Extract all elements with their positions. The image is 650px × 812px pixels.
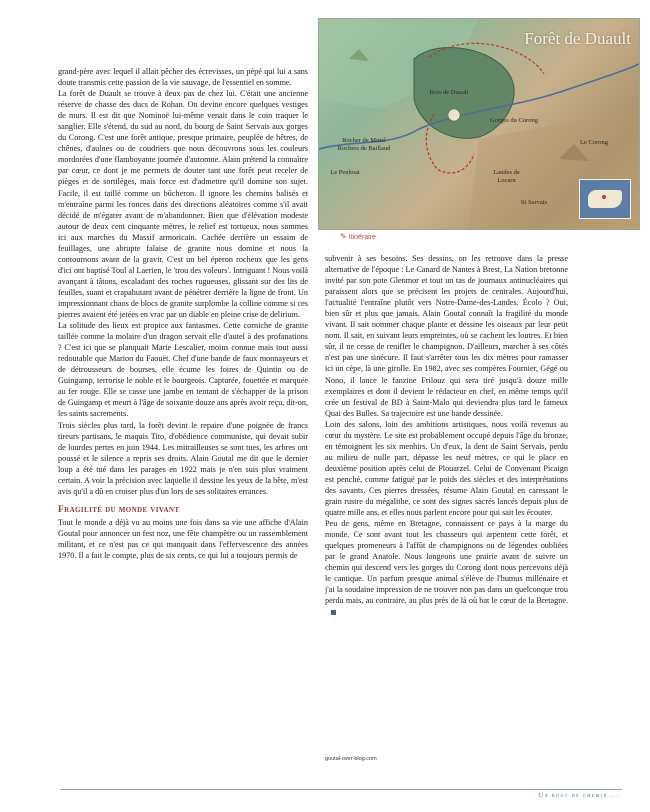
location-marker-icon — [602, 195, 606, 199]
end-of-article-icon — [331, 610, 336, 615]
map-label-rochers: Rocher de Mutel Rochers de Baillaud — [337, 137, 391, 152]
paragraph-text: Peu de gens, même en Bretagne, connaissent ce pays à la marge du monde. Ce sont avant tout les chasseurs qui arpentent cette forêt, et quelques promeneurs à l'affût de champignons ou de légendes oubliées par le grand Anatole. Nous longeons une prairie avant de suivre un chemin qui descend vers les gorges du Corong dont nous percevons déjà le cantique. Un parfum presque animal s'élève de l'humus millénaire et j'ai la soudaine impression de ne trouver non pas dans un quelconque trou perdu mais, au contraire, au plus près de là où bat le cœur de la Bretagne. — [325, 519, 568, 606]
paragraph-last — [325, 518, 568, 617]
paragraph: subvenir à ses besoins. Ses dessins, on les retrouve dans la presse alternative de l'époque : Le Canard de Nantes à Brest, La Nation bretonne invité par son pote Glenmor et tout un tas de journaux antinucléaires qui paraissent alors que se précisent les projets de centrales. Aujourd'hui, l'actualité l'entraîne plutôt vers Notre-Dame-des-Landes. Écolo ? Oui, bien sûr et plus que jamais. Alain Goutal connaît la fragilité du monde vivant. Il sait nommer chaque plante et dessine les oiseaux par leur petit nom. Il sait, en suivant leurs empreintes, où se cachent les loutres. Et bien sûr, il ne cesse de renifler le champignon. D'ailleurs, marcher à ses côtés n'est pas une sinécure. Il faut s'arrêter tous les dix mètres pour ramasser ici un cèpe, là une girolle. En 1982, avec ses compères Fournier, Gégé ou Nono, il lance le fanzine Frilouz qui sera tiré jusqu'à douze mille exemplaires et dont il devient le rédacteur en chef, en même temps qu'il crée un festival de BD à Saint-Malo qui deviendra plus tard le fameux Quai des Bulles. Sa trajectoire est une bande dessinée. — [325, 254, 568, 418]
paragraph: Loin des salons, loin des ambitions artistiques, nous voilà revenus au cœur du mystère. Le site est probablement occupé depuis l'âge du bronze, en témoignent les six menhirs. Un d'eux, la dent de Saint Servais, perdu au milieu de nulle part, dépasse les neuf mètres, ce qui le place en deuxième position après celui de Plouarzel. Celui de Convenant Picaign est penché, comme fatigué par le poids des siècles et des interprétations des savants. Ces pierres dressées, résume Alain Goutal en caressant le grain rustre du mégalithe, ce sont des signes sacrés lancés depuis plus de quatre mille ans, et elles nous parlent encore pour qui sait les écouter. — [325, 419, 568, 518]
map-label-gorges: Gorges du Corong — [490, 117, 538, 124]
map-title: Forêt de Duault — [524, 29, 631, 48]
footer-rule — [60, 789, 622, 790]
paragraph: Trois siècles plus tard, la forêt devint le repaire d'une poignée de francs tireurs partisans, le maquis Tito, d'obédience communiste, qui devait subir de lourdes pertes en juin 1944. Les mitrailleuses se sont tues, les arbres ont poussé et le silence a repris ses droits. Alain Goutal me dit que le dernier loup a été tué dans les parages en 1922 mais je n'en suis plus vraiment certain. A voir la précision avec laquelle il dessine les yeux de la bête, m'est avis qu'il a dû en croiser plus d'un lors de ses solitaires errances. — [58, 420, 308, 496]
left-column — [58, 66, 308, 561]
map-caption — [340, 232, 376, 241]
pencil-icon: ✎ — [340, 232, 347, 241]
paragraph: grand-père avec lequel il allait pêcher des écrevisses, un pépé qui lui a sans doute transmis cette passion de la vie sauvage, de l'essentiel en somme. — [58, 67, 308, 88]
map-caption-text: Itinéraire — [348, 234, 376, 241]
map-label-servais: St Servais — [520, 199, 548, 206]
paragraph: Tout le monde a déjà vu au moins une fois dans sa vie une affiche d'Alain Goutal pour annoncer un fest noz, une fête champêtre ou un rassemblement militant, et ce n'est pas ce qui manquait dans l'effervescence des années 1970. Il a fait le compte, plus de six cents, ce qui lui a toujours permis de — [58, 517, 308, 561]
paragraph: La forêt de Duault se trouve à deux pas de chez lui. C'était une ancienne réserve de chasse des ducs de Rohan. On devine encore quelques vestiges de murs. Il est dit que Nominoë lui-même venait dans le coin traquer le sanglier. Elle s'étend, du sud au nord, du bourg de Saint Servais aux gorges du Corong. C'est une forêt antique, presque primaire, peuplée de hêtres, de chênes, d'aulnes ou de coudriers que nous découvrons sous les couleurs mordorées d'une flamboyante journée d'automne. Alain prétend la connaître par cœur, ce dont je me permets de douter tant une forêt peut receler de pièges et de sortilèges, mais force est d'admettre qu'il domine son sujet. Facile, il est taillé comme un bûcheron. Il ignore les chemins balisés et m'entraîne parmi les ronces dans des directions aléatoires comme s'il avait décidé de m'égarer avant de m'abandonner. Bien que d'élévation modeste autour de deux cent cinquante mètres, le relief est tortueux, nous sommes ici aux marches du Massif armoricain. Cachée derrière un essaim de feuillages, une abrupte falaise de granite nous domine et nous la contournons avant de la gravir. C'est un bel éperon rocheux que les gens d'ici ont baptisé Toul al Laerien, le 'trou des voleurs'. Intriguant ! Nous voilà avançant à tâtons, escaladant des roches rugueuses, glissant sur des lits de feuilles, suant et crapahutant avant de pénétrer derrière la ligne de front. Un impressionnant chaos de blocs de granite surplombe la colline comme si ces pierres avaient été jetées en vrac par un diable en pleine crise de delirium. — [58, 89, 308, 320]
forest-map — [318, 18, 640, 230]
brittany-inset-map — [579, 179, 631, 219]
map-label-bois: Bois de Duault — [429, 89, 469, 96]
right-column — [325, 253, 568, 618]
source-credit: goutal-over-blog.com — [325, 756, 377, 762]
running-footer: Un bout de chemin ... — [538, 793, 620, 799]
map-label-river: Le Corong — [580, 139, 608, 146]
map-label-penhoat: Le Penhoat — [330, 169, 360, 176]
brittany-land-shape — [588, 190, 622, 208]
paragraph: La solitude des lieux est propice aux fantasmes. Cette corniche de granite taillée comme la molaire d'un dragon servait elle d'autel à des profanations ? C'est ici que se planquait Marie Lescalier, moins connue mais tout aussi redoutable que Marion du Faouët. Chef d'une bande de faux monnayeurs et de détrousseurs de bourses, elle écume les foires de Quintin ou de Guingamp, terrorise le noble et le bourgeois. Capturée, fouettée et marquée au fer rouge. Elle se casse une jambe en tentant de s'échapper de la prison de Guingamp et meurt à l'âge de soixante douze ans après avoir reçu, dit-on, les saints sacrements. — [58, 321, 308, 419]
map-label-landes: Landes de Locarn — [493, 169, 520, 184]
section-subheading: Fragilité du monde vivant — [58, 504, 180, 515]
